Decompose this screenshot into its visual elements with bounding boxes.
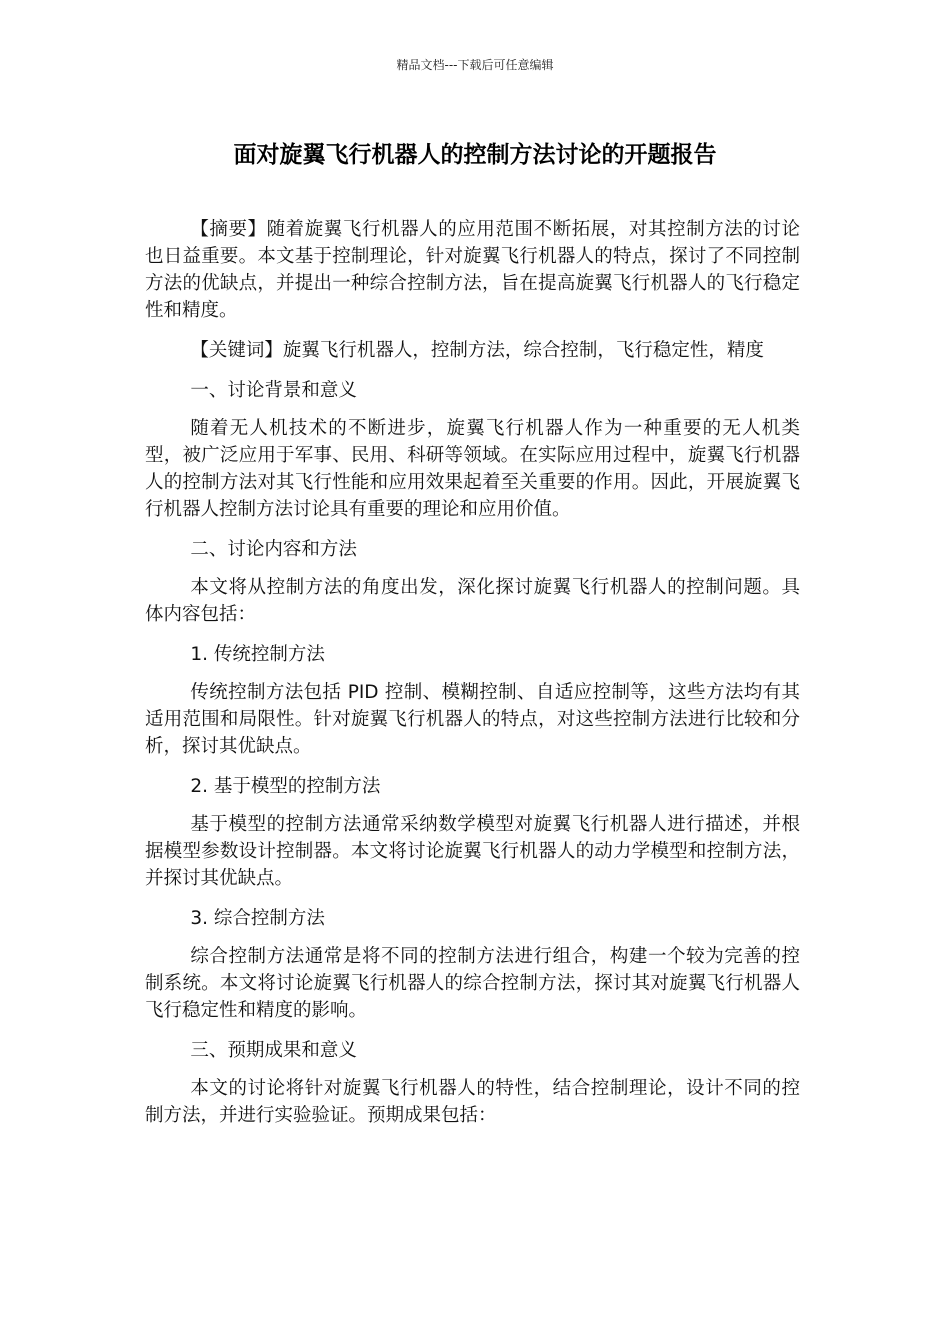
document-body (145, 216, 800, 1142)
body-paragraph: 随着无人机技术的不断进步，旋翼飞行机器人作为一种重要的无人机类型，被广泛应用于军事、民用、科研等领域。在实际应用过程中，旋翼飞行机器人的控制方法对其飞行性能和应用效果起着至关重要的作用。因此，开展旋翼飞行机器人控制方法讨论具有重要的理论和应用价值。 (145, 418, 800, 520)
subsection-heading-model-based-control: 2. 基于模型的控制方法 (190, 776, 381, 797)
body-paragraph: 综合控制方法通常是将不同的控制方法进行组合，构建一个较为完善的控制系统。本文将讨论旋翼飞行机器人的综合控制方法，探讨其对旋翼飞行机器人飞行稳定性和精度的影响。 (145, 946, 800, 1021)
abstract-paragraph: 【摘要】随着旋翼飞行机器人的应用范围不断拓展，对其控制方法的讨论也日益重要。本文基于控制理论，针对旋翼飞行机器人的特点，探讨了不同控制方法的优缺点，并提出一种综合控制方法，旨在提高旋翼飞行机器人的飞行稳定性和精度。 (145, 219, 800, 321)
section-heading-expected-results: 三、预期成果和意义 (190, 1040, 357, 1061)
section-heading-background: 一、讨论背景和意义 (190, 380, 357, 401)
body-paragraph: 基于模型的控制方法通常采纳数学模型对旋翼飞行机器人进行描述，并根据模型参数设计控制器。本文将讨论旋翼飞行机器人的动力学模型和控制方法，并探讨其优缺点。 (145, 814, 800, 889)
body-paragraph: 传统控制方法包括 PID 控制、模糊控制、自适应控制等，这些方法均有其适用范围和局限性。针对旋翼飞行机器人的特点，对这些控制方法进行比较和分析，探讨其优缺点。 (145, 682, 800, 757)
keywords-paragraph: 【关键词】旋翼飞行机器人，控制方法，综合控制，飞行稳定性，精度 (190, 340, 764, 361)
subsection-heading-integrated-control: 3. 综合控制方法 (190, 908, 325, 929)
document-title: 面对旋翼飞行机器人的控制方法讨论的开题报告 (233, 142, 717, 168)
section-heading-content-method: 二、讨论内容和方法 (190, 539, 357, 560)
page-header: 精品文档---下载后可任意编辑 (396, 58, 554, 72)
body-paragraph: 本文的讨论将针对旋翼飞行机器人的特性，结合控制理论，设计不同的控制方法，并进行实验验证。预期成果包括： (145, 1078, 800, 1126)
subsection-heading-traditional-control: 1. 传统控制方法 (190, 644, 325, 665)
body-paragraph: 本文将从控制方法的角度出发，深化探讨旋翼飞行机器人的控制问题。具体内容包括： (145, 577, 800, 625)
